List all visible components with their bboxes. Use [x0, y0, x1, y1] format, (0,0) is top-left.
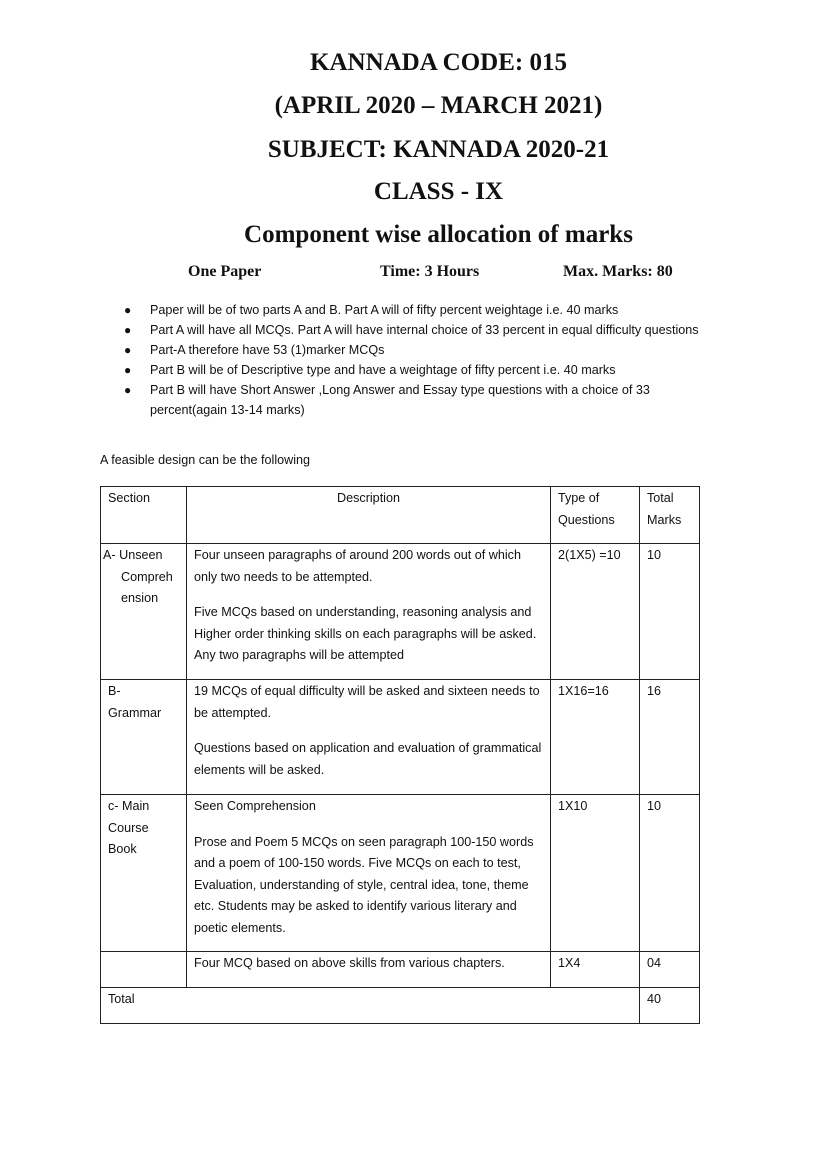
section-d-description: Four MCQ based on above skills from various chapters.: [187, 952, 551, 988]
section-b-cell: B- Grammar: [101, 680, 187, 795]
table-row: [101, 952, 700, 988]
section-c-description: Seen Comprehension Prose and Poem 5 MCQs on seen paragraph 100-150 words and a poem of 100-150 words. Five MCQs on each to test, Evaluation, understanding of style, central idea, tone, theme etc. Students may be asked to identify various literary and poetic elements.: [187, 795, 551, 952]
table-total-row: [101, 988, 700, 1024]
section-c-total: 10: [640, 795, 700, 952]
instructions-list: [100, 300, 710, 420]
subject-title: SUBJECT: KANNADA 2020-21: [267, 136, 610, 163]
header-type: Type of Questions: [551, 487, 640, 544]
section-b-total: 16: [640, 680, 700, 795]
section-b-description: 19 MCQs of equal difficulty will be asked and sixteen needs to be attempted. Questions based on application and evaluation of grammatical elements will be asked.: [187, 680, 551, 795]
header-description: Description: [187, 487, 551, 544]
bullet-icon: ●: [124, 363, 132, 377]
bullet-icon: ●: [124, 383, 132, 397]
table-row: [101, 795, 700, 952]
table-row: [101, 680, 700, 795]
bullet-icon: ●: [124, 303, 132, 317]
section-d-total: 04: [640, 952, 700, 988]
list-item: ● Part B will be of Descriptive type and have a weightage of fifty percent i.e. 40 marks: [100, 360, 710, 380]
design-intro-text: A feasible design can be the following: [100, 453, 311, 467]
max-marks: Max. Marks: 80: [563, 263, 673, 280]
section-d-type: 1X4: [551, 952, 640, 988]
grand-total: 40: [640, 988, 700, 1024]
table-header-row: [101, 487, 700, 544]
class-title: CLASS - IX: [373, 178, 504, 205]
list-item: ● Paper will be of two parts A and B. Part A will of fifty percent weightage i.e. 40 marks: [100, 300, 710, 320]
list-item: ● Part A will have all MCQs. Part A will have internal choice of 33 percent in equal difficulty questions: [100, 320, 710, 340]
paper-count: One Paper: [188, 263, 262, 280]
table-row: [101, 544, 700, 680]
total-label: Total: [101, 988, 640, 1024]
header-section: Section: [101, 487, 187, 544]
allocation-heading: Component wise allocation of marks: [244, 221, 633, 248]
exam-duration: Time: 3 Hours: [380, 263, 480, 280]
section-b-type: 1X16=16: [551, 680, 640, 795]
section-c-type: 1X10: [551, 795, 640, 952]
section-a-total: 10: [640, 544, 700, 680]
marks-allocation-table: [100, 486, 700, 1024]
bullet-icon: ●: [124, 343, 132, 357]
section-a-description: Four unseen paragraphs of around 200 words out of which only two needs to be attempted. Five MCQs based on understanding, reasoning analysis and Higher order thinking skills on each paragraphs will be asked. Any two paragraphs will be attempted: [187, 544, 551, 680]
section-d-cell: [101, 952, 187, 988]
header-total: Total Marks: [640, 487, 700, 544]
section-a-cell: A- Unseen Compreh ension: [101, 544, 187, 680]
subject-code-title: KANNADA CODE: 015: [310, 49, 567, 76]
section-a-type: 2(1X5) =10: [551, 544, 640, 680]
bullet-icon: ●: [124, 323, 132, 337]
list-item: ● Part-A therefore have 53 (1)marker MCQs: [100, 340, 710, 360]
list-item: ● Part B will have Short Answer ,Long Answer and Essay type questions with a choice of 33 percent(again 13-14 marks): [100, 380, 710, 420]
academic-period-title: (APRIL 2020 – MARCH 2021): [274, 92, 603, 119]
section-c-cell: c- Main Course Book: [101, 795, 187, 952]
